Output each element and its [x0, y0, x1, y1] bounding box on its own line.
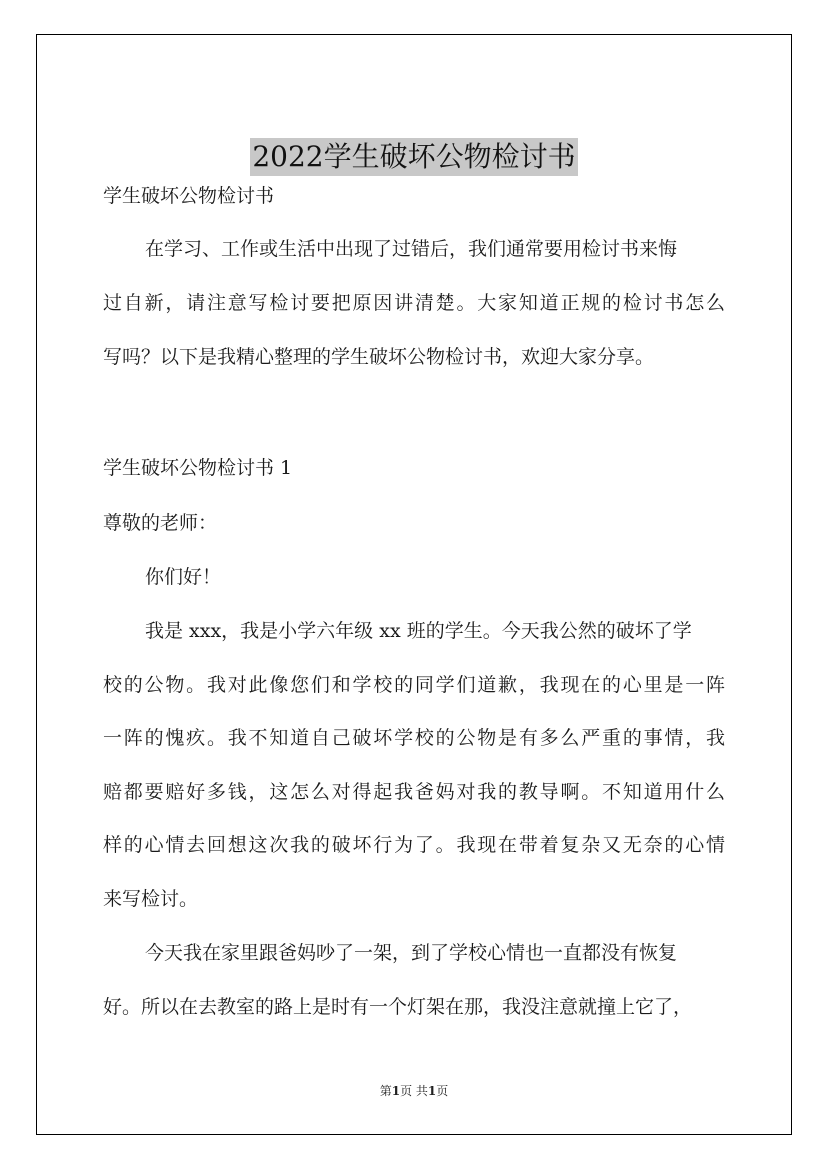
page-total: 1 — [427, 1084, 437, 1098]
paragraph-line: 赔都要赔好多钱，这怎么对得起我爸妈对我的教导啊。不知道用什么 — [103, 781, 725, 803]
paragraph-line: 来写检讨。 — [103, 888, 199, 910]
document-title: 2022学生破坏公物检讨书 — [250, 138, 577, 176]
footer-suffix: 页 — [436, 1084, 449, 1098]
title-container — [37, 138, 791, 176]
paragraph-line: 今天我在家里跟爸妈吵了一架，到了学校心情也一直都没有恢复 — [145, 942, 678, 964]
paragraph-line: 我是 xxx，我是小学六年级 xx 班的学生。今天我公然的破坏了学 — [145, 620, 692, 642]
page-number: 1 — [391, 1084, 401, 1098]
paragraph-line: 好。所以在去教室的路上是时有一个灯架在那，我没注意就撞上它了， — [103, 996, 693, 1018]
document-page — [36, 34, 792, 1135]
intro-line: 在学习、工作或生活中出现了过错后，我们通常要用检讨书来悔 — [145, 238, 678, 260]
intro-line: 过自新，请注意写检讨要把原因讲清楚。大家知道正规的检讨书怎么 — [103, 292, 725, 314]
page-footer — [37, 1083, 791, 1099]
section-heading: 学生破坏公物检讨书 1 — [103, 457, 293, 479]
paragraph-line: 一阵的愧疚。我不知道自己破坏学校的公物是有多么严重的事情，我 — [103, 727, 725, 749]
footer-mid: 页 共 — [400, 1084, 428, 1098]
paragraph-line: 样的心情去回想这次我的破坏行为了。我现在带着复杂又无奈的心情 — [103, 834, 725, 856]
footer-prefix: 第 — [379, 1084, 392, 1098]
subtitle: 学生破坏公物检讨书 — [103, 185, 275, 207]
greeting: 你们好！ — [145, 566, 222, 588]
paragraph-line: 校的公物。我对此像您们和学校的同学们道歉，我现在的心里是一阵 — [103, 674, 725, 696]
intro-line: 写吗？以下是我精心整理的学生破坏公物检讨书，欢迎大家分享。 — [103, 346, 655, 368]
salutation: 尊敬的老师： — [103, 512, 218, 534]
